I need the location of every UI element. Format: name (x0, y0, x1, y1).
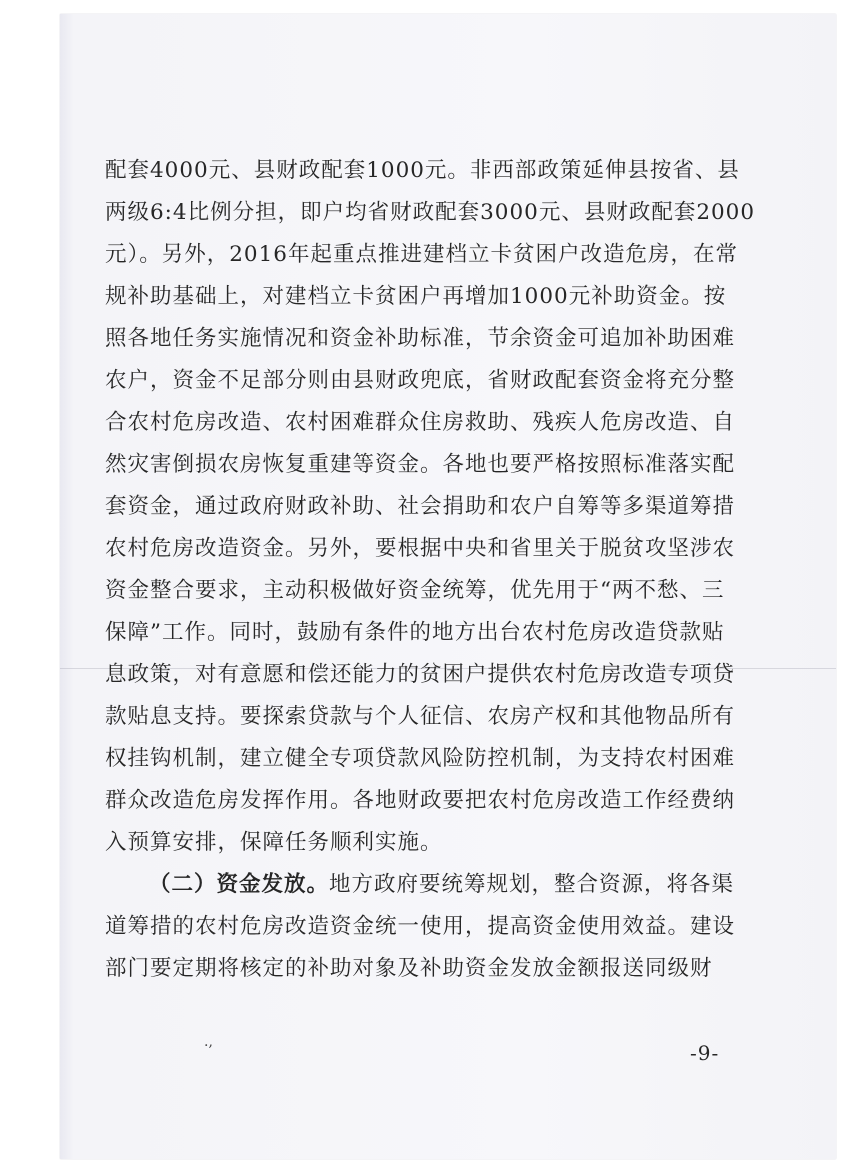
body-line: 农村危房改造资金。另外，要根据中央和省里关于脱贫攻坚涉农 (105, 536, 736, 561)
section-heading: （二）资金发放。 (149, 872, 330, 897)
body-line: 套资金，通过政府财政补助、社会捐助和农户自筹等多渠道筹措 (105, 494, 736, 519)
body-line: 然灾害倒损农房恢复重建等资金。各地也要严格按照标准落实配 (105, 452, 736, 477)
page-number: -9- (690, 1041, 720, 1065)
section-line: 部门要定期将核定的补助对象及补助资金发放金额报送同级财 (105, 956, 713, 981)
body-line: 合农村危房改造、农村困难群众住房救助、残疾人危房改造、自 (105, 410, 736, 435)
body-line: 照各地任务实施情况和资金补助标准，节余资金可追加补助困难 (105, 326, 736, 351)
body-line: 入预算安排，保障任务顺利实施。 (105, 830, 443, 855)
body-line: 保障”工作。同时，鼓励有条件的地方出台农村危房改造贷款贴 (105, 620, 725, 645)
section-line: 道筹措的农村危房改造资金统一使用，提高资金使用效益。建设 (105, 914, 736, 939)
body-line: 息政策，对有意愿和偿还能力的贫困户提供农村危房改造专项贷 (105, 662, 736, 687)
body-line: 规补助基础上，对建档立卡贫困户再增加1000元补助资金。按 (105, 284, 727, 309)
body-line: 权挂钩机制，建立健全专项贷款风险防控机制，为支持农村困难 (105, 746, 736, 771)
body-line: 元）。另外，2016年起重点推进建档立卡贫困户改造危房，在常 (105, 242, 738, 267)
document-body (105, 150, 755, 990)
body-line: 配套4000元、县财政配套1000元。非西部政策延伸县按省、县 (105, 158, 740, 183)
body-line: 资金整合要求，主动积极做好资金统筹，优先用于“两不愁、三 (105, 578, 725, 603)
body-line: 群众改造危房发挥作用。各地财政要把农村危房改造工作经费纳 (105, 788, 736, 813)
body-line: 农户，资金不足部分则由县财政兜底，省财政配套资金将充分整 (105, 368, 736, 393)
body-line: 两级6:4比例分担，即户均省财政配套3000元、县财政配套2000 (105, 200, 755, 225)
section-first-line (105, 864, 755, 906)
section-first-line-text: 地方政府要统筹规划，整合资源，将各渠 (329, 872, 735, 897)
body-line: 款贴息支持。要探索贷款与个人征信、农房产权和其他物品所有 (105, 704, 736, 729)
scan-speck (204, 1034, 214, 1038)
